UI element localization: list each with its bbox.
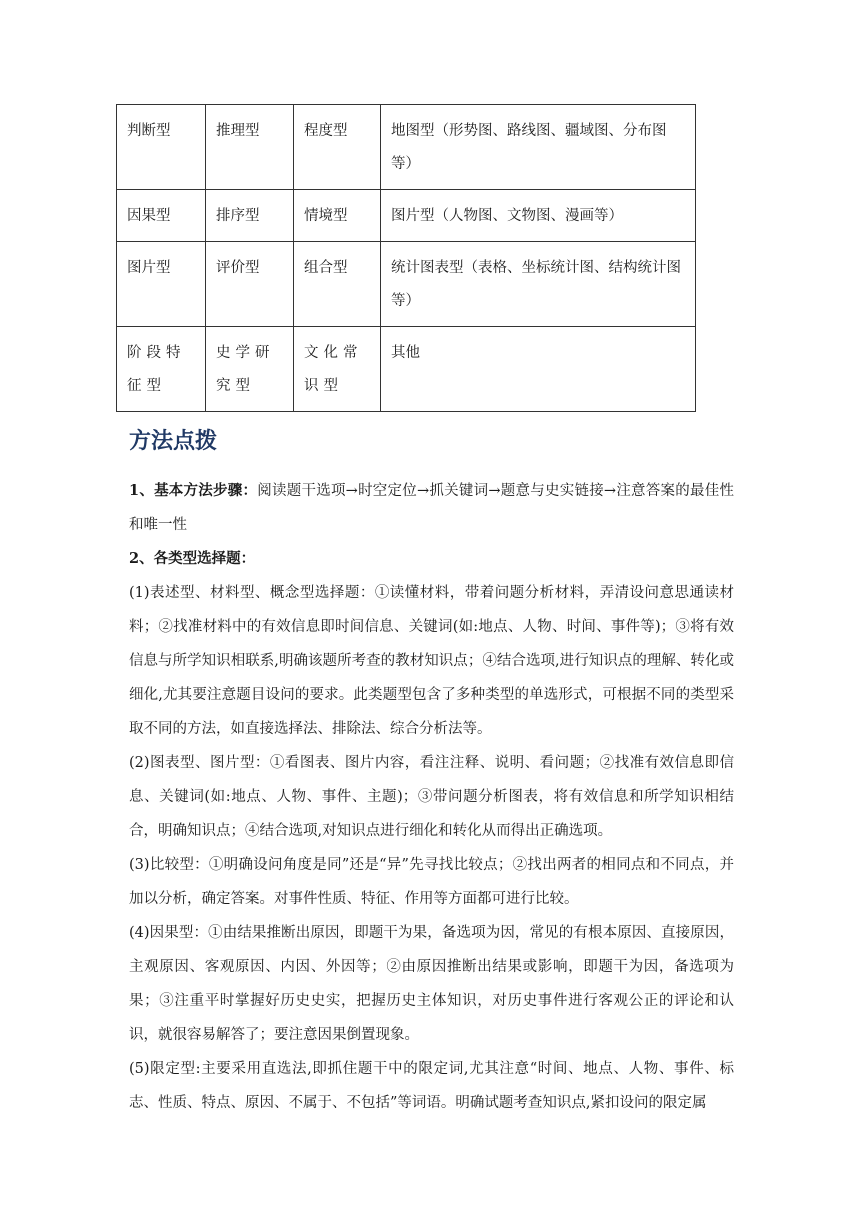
table-cell: 地图型（形势图、路线图、疆域图、分布图等） [381,105,696,190]
table-cell: 统计图表型（表格、坐标统计图、结构统计图等） [381,242,696,327]
table-cell: 排序型 [206,190,294,242]
table-cell: 文化常识型 [294,327,381,412]
table-cell: 程度型 [294,105,381,190]
table-cell: 推理型 [206,105,294,190]
table-cell: 图片型（人物图、文物图、漫画等） [381,190,696,242]
question-type-table [116,104,696,412]
table-cell: 因果型 [117,190,206,242]
list-item: (1)表述型、材料型、概念型选择题：①读懂材料，带着问题分析材料，弄清设问意思通读材料；②找准材料中的有效信息即时间信息、关键词(如:地点、人物、时间、事件等)；③将有效信息与所学知识相联系,明确该题所考查的教材知识点；④结合选项,进行知识点的理解、转化或细化,尤其要注意题目设问的要求。此类题型包含了多种类型的单选形式，可根据不同的类型采取不同的方法，如直接选择法、排除法、综合分析法等。 [129,585,734,737]
basic-steps-text: 阅读题干选项→时空定位→抓关键词→题意与史实链接→注意答案的最佳性和唯一性 [129,483,734,533]
method-section [129,420,734,1120]
table-cell: 评价型 [206,242,294,327]
table-cell: 史学研究型 [206,327,294,412]
table-row [117,242,696,327]
table-row [117,327,696,412]
list-item: (2)图表型、图片型：①看图表、图片内容，看注注释、说明、看问题；②找准有效信息即信息、关键词(如:地点、人物、事件、主题)；③带问题分析图表，将有效信息和所学知识相结合，明确知识点；④结合选项,对知识点进行细化和转化从而得出正确选项。 [129,755,734,839]
basic-steps-label: 1、基本方法步骤： [129,482,258,499]
section-heading: 方法点拨 [129,429,218,454]
basic-steps-paragraph [129,474,734,542]
table-row [117,105,696,190]
list-item: (4)因果型：①由结果推断出原因，即题干为果，备选项为因，常见的有根本原因、直接原因，主观原因、客观原因、内因、外因等；②由原因推断出结果或影响，即题干为因，备选项为果；③注重平时掌握好历史史实，把握历史主体知识，对历史事件进行客观公正的评论和认识，就很容易解答了；要注意因果倒置现象。 [129,925,734,1043]
table-cell: 情境型 [294,190,381,242]
list-item: (5)限定型:主要采用直选法,即抓住题干中的限定词,尤其注意“时间、地点、人物、事件、标志、性质、特点、原因、不属于、不包括”等词语。明确试题考查知识点,紧扣设问的限定属 [129,1061,734,1111]
table-cell: 判断型 [117,105,206,190]
types-subheading: 2、各类型选择题： [129,550,256,567]
table-row [117,190,696,242]
table-cell: 阶段特征型 [117,327,206,412]
table-cell: 组合型 [294,242,381,327]
list-item: (3)比较型：①明确设问角度是同”还是“异”先寻找比较点；②找出两者的相同点和不同点，并加以分析，确定答案。对事件性质、特征、作用等方面都可进行比较。 [129,857,734,907]
table-cell: 其他 [381,327,696,412]
table-cell: 图片型 [117,242,206,327]
